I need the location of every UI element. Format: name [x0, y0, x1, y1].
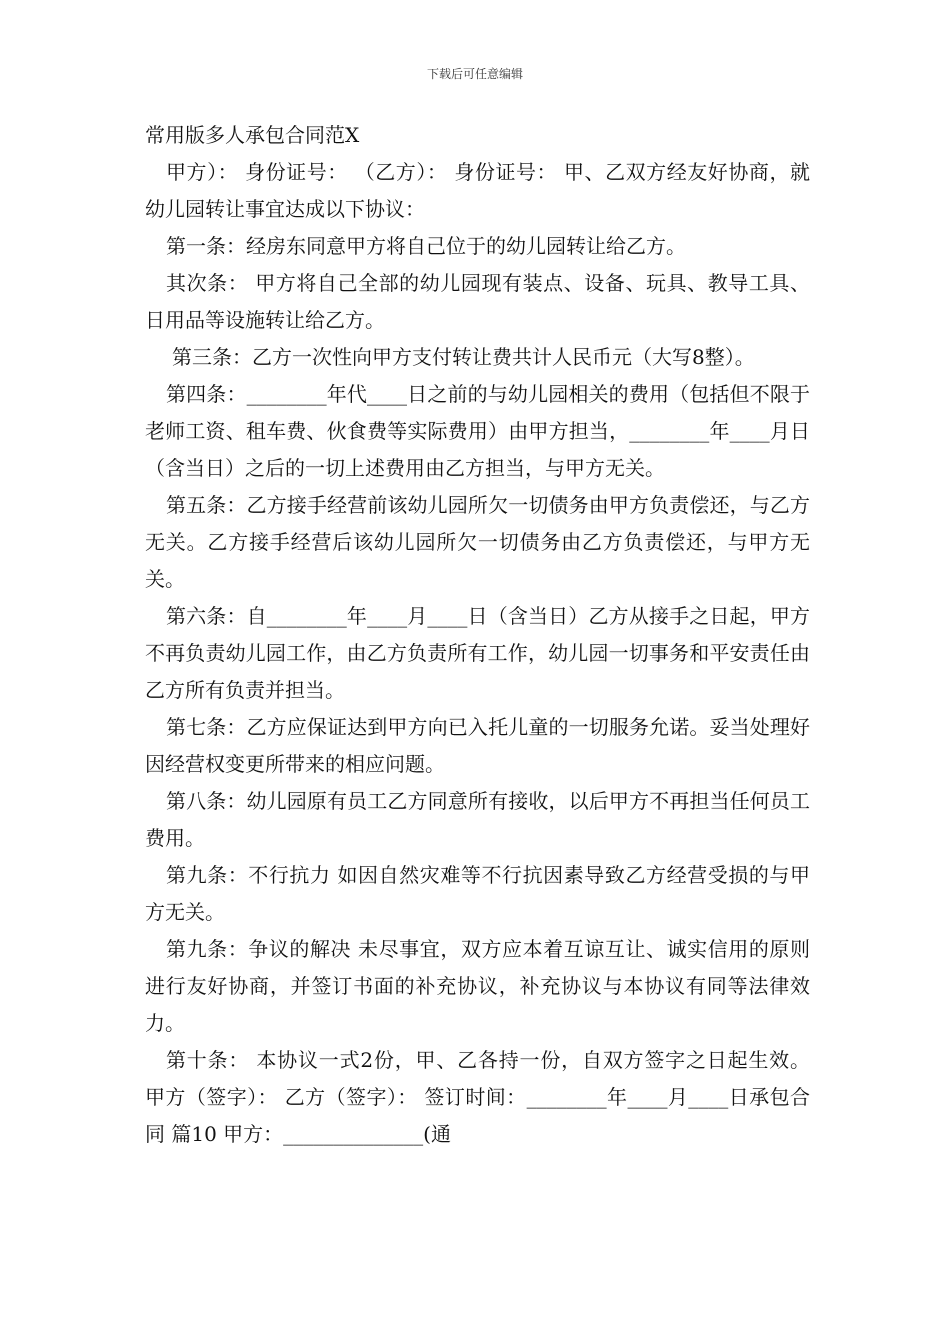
paragraph-article-8: 第八条：幼儿园原有员工乙方同意所有接收，以后甲方不再担当任何员工费用。	[145, 789, 810, 850]
document-body	[145, 117, 810, 1153]
paragraph-article-5: 第五条：乙方接手经营前该幼儿园所欠一切债务由甲方负责偿还，与乙方无关。乙方接手经营后该幼儿园所欠一切债务由乙方负责偿还，与甲方无关。	[145, 493, 810, 591]
paragraph-article-1: 第一条：经房东同意甲方将自己位于的幼儿园转让给乙方。	[166, 234, 686, 258]
paragraph-article-7: 第七条：乙方应保证达到甲方向已入托儿童的一切服务允诺。妥当处理好因经营权变更所带来的相应问题。	[145, 715, 810, 776]
paragraph-article-3: 第三条：乙方一次性向甲方支付转让费共计人民币元（大写8整）。	[172, 345, 755, 369]
paragraph-parties: 甲方）： 身份证号： （乙方）： 身份证号： 甲、乙双方经友好协商，就幼儿园转让事宜达成以下协议：	[145, 160, 810, 221]
paragraph-article-6: 第六条：自________年____月____日（含当日）乙方从接手之日起，甲方不再负责幼儿园工作，由乙方负责所有工作，幼儿园一切事务和平安责任由乙方所有负责并担当。	[145, 604, 810, 702]
paragraph-article-9-force-majeure: 第九条：不行抗力 如因自然灾难等不行抗因素导致乙方经营受损的与甲方无关。	[145, 863, 810, 924]
paragraph-article-10: 第十条： 本协议一式2份，甲、乙各持一份，自双方签字之日起生效。 甲方（签字）： 乙方（签字）： 签订时间：________年____月____日承包合同 篇10 甲方：______________(通	[145, 1048, 810, 1146]
paragraph-article-2: 其次条： 甲方将自己全部的幼儿园现有装点、设备、玩具、教导工具、日用品等设施转让给乙方。	[145, 271, 810, 332]
page-header: 下载后可任意编辑	[426, 67, 523, 81]
paragraph-article-4: 第四条：________年代____日之前的与幼儿园相关的费用（包括但不限于老师工资、租车费、伙食费等实际费用）由甲方担当，________年____月日（含当日）之后的一切上述费用由乙方担当，与甲方无关。	[145, 382, 810, 480]
paragraph-article-9-dispute: 第九条：争议的解决 未尽事宜，双方应本着互谅互让、诚实信用的原则进行友好协商，并签订书面的补充协议，补充协议与本协议有同等法律效力。	[145, 937, 810, 1035]
document-title: 常用版多人承包合同范X	[145, 123, 360, 147]
